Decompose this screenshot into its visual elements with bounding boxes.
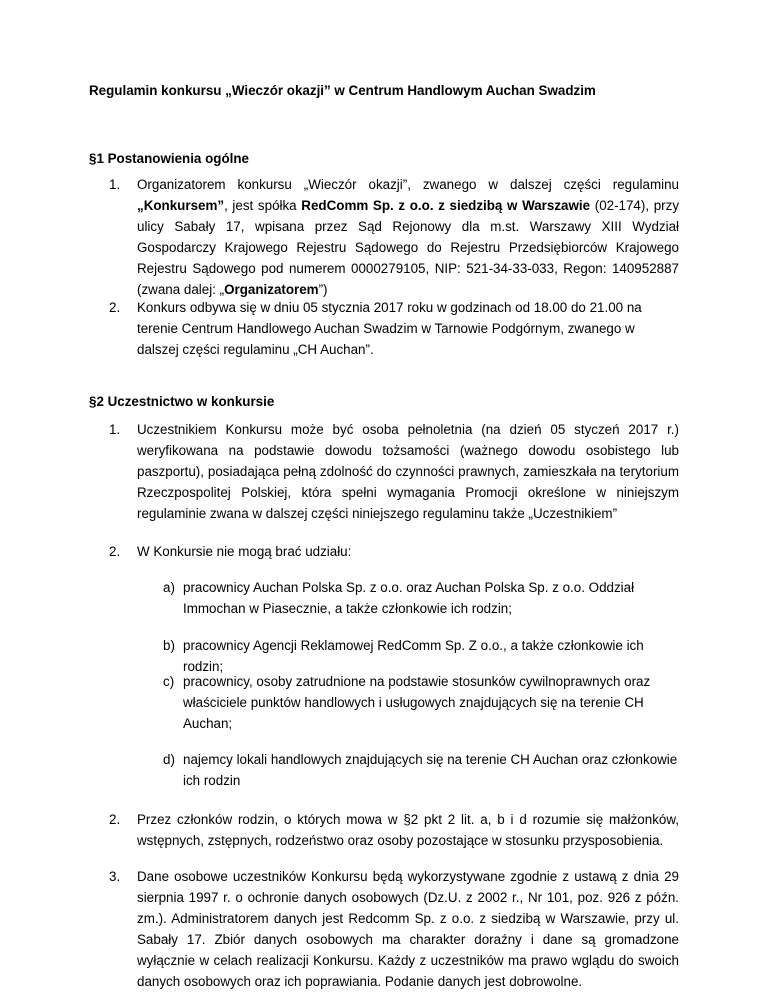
item-text: Konkurs odbywa się w dniu 05 stycznia 2017 roku w godzinach od 18.00 do 21.00 na terenie Centrum Handlowego Auchan Swadzim w Tarnowie Podgórnym, zwanego w dalszej części regulaminu „CH Auchan”. [137, 300, 642, 357]
item-number: 3. [109, 869, 121, 884]
sub-item-text: pracownicy Agencji Reklamowej RedComm Sp. Z o.o., a także członkowie ich rodzin; [183, 638, 644, 674]
document-title: Regulamin konkursu „Wieczór okazji” w Centrum Handlowym Auchan Swadzim [89, 83, 596, 98]
item-text: Dane osobowe uczestników Konkursu będą wykorzystywane zgodnie z ustawą z dnia 29 sierpnia 1997 r. o ochronie danych osobowych (Dz.U. z 2002 r., Nr 101, poz. 926 z późn. zm.). Administratorem danych jest Redcomm Sp. z o.o. z siedzibą w Warszawie, przy ul. Sabały 17. Zbiór danych osobowych ma charakter doraźny i dane są gromadzone wyłącznie w celach realizacji Konkursu. Każdy z uczestników ma prawo wglądu do swoich danych osobowych oraz ich poprawiania. Podanie danych jest dobrowolne. [137, 869, 679, 989]
item-text: W Konkursie nie mogą brać udziału: [137, 544, 352, 559]
section-2-heading: §2 Uczestnictwo w konkursie [89, 394, 275, 409]
exclusion-item-d [163, 749, 683, 791]
sub-item-letter: a) [163, 580, 175, 595]
section-1-heading: §1 Postanowienia ogólne [89, 151, 249, 166]
item-number: 2. [109, 812, 121, 827]
section-2-item-3 [109, 809, 679, 851]
item-text: Organizatorem konkursu „Wieczór okazji”, zwanego w dalszej części regulaminu „Konkursem”, jest spółka RedComm Sp. z o.o. z siedzibą w Warszawie (02-174), przy ulicy Sabały 17, wpisana przez Sąd Rejonowy dla m.st. Warszawy XIII Wydział Gospodarczy Krajowego Rejestru Sądowego do Rejestru Przedsiębiorców Krajowego Rejestru Sądowego pod numerem 0000279105, NIP: 521-34-33-033, Regon: 140952887 (zwana dalej: „Organizatorem”) [137, 177, 680, 297]
exclusion-item-a [163, 577, 683, 619]
item-number: 2. [109, 544, 121, 559]
exclusion-item-c [163, 671, 683, 734]
sub-item-text: pracownicy, osoby zatrudnione na podstawie stosunków cywilnoprawnych oraz właściciele punktów handlowych i usługowych znajdujących się na terenie CH Auchan; [183, 674, 651, 731]
sub-item-text: pracownicy Auchan Polska Sp. z o.o. oraz Auchan Polska Sp. z o.o. Oddział Immochan w Piasecznie, a także członkowie ich rodzin; [183, 580, 635, 616]
item-number: 2. [109, 300, 121, 315]
section-2-item-2 [109, 541, 679, 562]
section-1-item-2 [109, 297, 679, 360]
item-text: Uczestnikiem Konkursu może być osoba pełnoletnia (na dzień 05 styczeń 2017 r.) weryfikowana na podstawie dowodu tożsamości (ważnego dowodu osobistego lub paszportu), posiadająca pełną zdolność do czynności prawnych, zamieszkała na terytorium Rzeczpospolitej Polskiej, która spełni wymagania Promocji określone w niniejszym regulaminie zwana w dalszej części niniejszego regulaminu także „Uczestnikiem” [137, 422, 679, 521]
section-2-item-1 [109, 419, 679, 524]
sub-item-letter: b) [163, 638, 175, 653]
section-1-item-1 [109, 174, 679, 300]
item-text: Przez członków rodzin, o których mowa w §2 pkt 2 lit. a, b i d rozumie się małżonków, wstępnych, zstępnych, rodzeństwo oraz osoby pozostające w stosunku przysposobienia. [137, 812, 679, 848]
sub-item-letter: d) [163, 752, 175, 767]
sub-item-letter: c) [163, 674, 175, 689]
item-number: 1. [109, 422, 121, 437]
item-number: 1. [109, 177, 121, 192]
section-2-item-4 [109, 866, 679, 992]
sub-item-text: najemcy lokali handlowych znajdujących się na terenie CH Auchan oraz członkowie ich rodzin [183, 752, 678, 788]
